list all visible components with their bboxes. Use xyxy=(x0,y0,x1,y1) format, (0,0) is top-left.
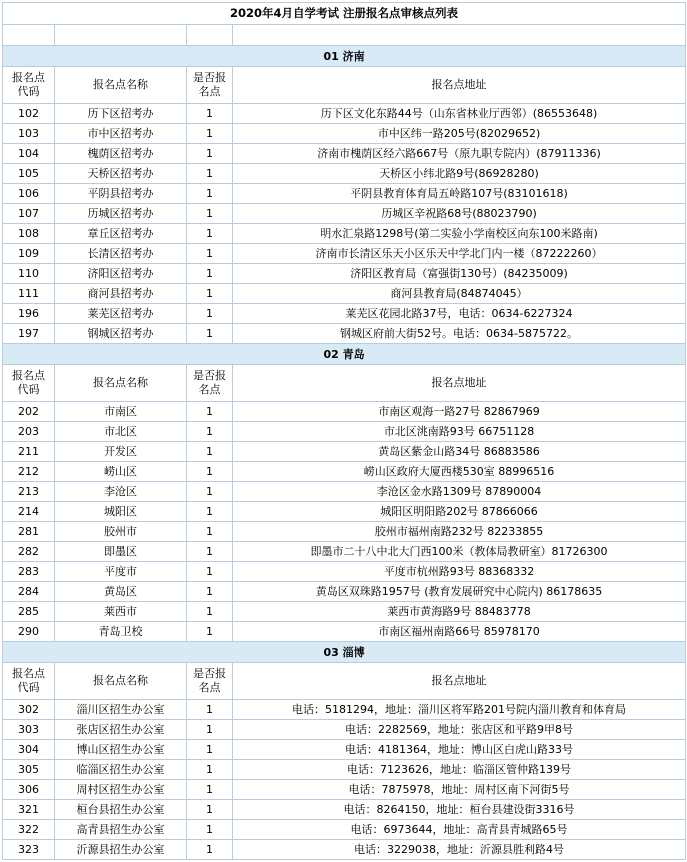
cell-name: 市北区 xyxy=(55,422,187,442)
table-row xyxy=(3,184,686,204)
cell-address: 济南市长清区乐天小区乐天中学北门内一楼（87222260） xyxy=(233,244,686,264)
cell-flag: 1 xyxy=(187,402,233,422)
cell-flag: 1 xyxy=(187,800,233,820)
table-row xyxy=(3,482,686,502)
cell-address: 历城区辛祝路68号(88023790) xyxy=(233,204,686,224)
table-row xyxy=(3,502,686,522)
cell-address: 电话：8264150，地址：桓台县建设街3316号 xyxy=(233,800,686,820)
cell-name: 槐荫区招考办 xyxy=(55,144,187,164)
cell-code: 111 xyxy=(3,284,55,304)
cell-code: 213 xyxy=(3,482,55,502)
cell-address: 济阳区教育局（富强街130号）(84235009) xyxy=(233,264,686,284)
cell-flag: 1 xyxy=(187,562,233,582)
cell-flag: 1 xyxy=(187,780,233,800)
cell-address: 莱芜区花园北路37号，电话：0634-6227324 xyxy=(233,304,686,324)
cell-name: 沂源县招生办公室 xyxy=(55,840,187,860)
header-flag: 是否报名点 xyxy=(187,663,233,700)
cell-code: 108 xyxy=(3,224,55,244)
cell-code: 107 xyxy=(3,204,55,224)
cell-flag: 1 xyxy=(187,760,233,780)
cell-code: 282 xyxy=(3,542,55,562)
table-row xyxy=(3,542,686,562)
cell-flag: 1 xyxy=(187,304,233,324)
table-row xyxy=(3,840,686,860)
blank-cell xyxy=(55,25,187,46)
cell-address: 钢城区府前大街52号。电话：0634-5875722。 xyxy=(233,324,686,344)
cell-address: 市南区观海一路27号 82867969 xyxy=(233,402,686,422)
cell-name: 李沧区 xyxy=(55,482,187,502)
cell-flag: 1 xyxy=(187,442,233,462)
cell-address: 即墨市二十八中北大门西100米（教体局教研室）81726300 xyxy=(233,542,686,562)
cell-address: 历下区文化东路44号（山东省林业厅西邻）(86553648) xyxy=(233,104,686,124)
table-row xyxy=(3,602,686,622)
cell-name: 钢城区招考办 xyxy=(55,324,187,344)
header-flag: 是否报名点 xyxy=(187,365,233,402)
cell-name: 胶州市 xyxy=(55,522,187,542)
header-code: 报名点代码 xyxy=(3,365,55,402)
table-row xyxy=(3,124,686,144)
header-row xyxy=(3,67,686,104)
cell-code: 110 xyxy=(3,264,55,284)
header-flag: 是否报名点 xyxy=(187,67,233,104)
cell-name: 章丘区招考办 xyxy=(55,224,187,244)
cell-code: 203 xyxy=(3,422,55,442)
cell-code: 202 xyxy=(3,402,55,422)
header-name: 报名点名称 xyxy=(55,67,187,104)
cell-address: 市南区福州南路66号 85978170 xyxy=(233,622,686,642)
cell-address: 电话：2282569，地址：张店区和平路9甲8号 xyxy=(233,720,686,740)
cell-flag: 1 xyxy=(187,462,233,482)
cell-flag: 1 xyxy=(187,204,233,224)
table-row xyxy=(3,324,686,344)
cell-flag: 1 xyxy=(187,104,233,124)
table-row xyxy=(3,462,686,482)
cell-flag: 1 xyxy=(187,522,233,542)
cell-flag: 1 xyxy=(187,482,233,502)
cell-name: 市中区招考办 xyxy=(55,124,187,144)
table-row xyxy=(3,264,686,284)
cell-address: 平阴县教育体育局五岭路107号(83101618) xyxy=(233,184,686,204)
header-row xyxy=(3,365,686,402)
section-row xyxy=(3,344,686,365)
cell-code: 322 xyxy=(3,820,55,840)
cell-code: 285 xyxy=(3,602,55,622)
table-row xyxy=(3,780,686,800)
table-row xyxy=(3,204,686,224)
cell-name: 临淄区招生办公室 xyxy=(55,760,187,780)
cell-name: 莱西市 xyxy=(55,602,187,622)
cell-flag: 1 xyxy=(187,184,233,204)
cell-code: 212 xyxy=(3,462,55,482)
cell-flag: 1 xyxy=(187,820,233,840)
cell-code: 197 xyxy=(3,324,55,344)
cell-code: 281 xyxy=(3,522,55,542)
cell-name: 历下区招考办 xyxy=(55,104,187,124)
cell-name: 天桥区招考办 xyxy=(55,164,187,184)
section-row xyxy=(3,642,686,663)
cell-name: 城阳区 xyxy=(55,502,187,522)
cell-address: 黄岛区紫金山路34号 86883586 xyxy=(233,442,686,462)
table-body xyxy=(3,3,686,860)
cell-name: 平度市 xyxy=(55,562,187,582)
section-title: 01 济南 xyxy=(3,46,686,67)
cell-flag: 1 xyxy=(187,542,233,562)
cell-name: 济阳区招考办 xyxy=(55,264,187,284)
cell-flag: 1 xyxy=(187,840,233,860)
table-row xyxy=(3,304,686,324)
cell-address: 天桥区小纬北路9号(86928280) xyxy=(233,164,686,184)
cell-address: 李沧区金水路1309号 87890004 xyxy=(233,482,686,502)
cell-address: 电话：3229038，地址：沂源县胜利路4号 xyxy=(233,840,686,860)
cell-code: 102 xyxy=(3,104,55,124)
table-row xyxy=(3,442,686,462)
table-row xyxy=(3,720,686,740)
blank-cell xyxy=(187,25,233,46)
cell-flag: 1 xyxy=(187,144,233,164)
cell-code: 321 xyxy=(3,800,55,820)
cell-name: 长清区招考办 xyxy=(55,244,187,264)
table-row xyxy=(3,582,686,602)
cell-address: 平度市杭州路93号 88368332 xyxy=(233,562,686,582)
section-title: 02 青岛 xyxy=(3,344,686,365)
blank-row xyxy=(3,25,686,46)
blank-cell xyxy=(3,25,55,46)
cell-name: 桓台县招生办公室 xyxy=(55,800,187,820)
blank-cell xyxy=(233,25,686,46)
table-row xyxy=(3,144,686,164)
table-row xyxy=(3,244,686,264)
table-row xyxy=(3,740,686,760)
table-row xyxy=(3,760,686,780)
cell-name: 张店区招生办公室 xyxy=(55,720,187,740)
cell-flag: 1 xyxy=(187,700,233,720)
cell-flag: 1 xyxy=(187,124,233,144)
cell-code: 305 xyxy=(3,760,55,780)
table-row xyxy=(3,104,686,124)
cell-address: 电话：6973644，地址：高青县青城路65号 xyxy=(233,820,686,840)
registration-points-sheet xyxy=(2,2,685,860)
header-address: 报名点地址 xyxy=(233,67,686,104)
cell-flag: 1 xyxy=(187,602,233,622)
cell-code: 103 xyxy=(3,124,55,144)
table-row xyxy=(3,224,686,244)
cell-code: 109 xyxy=(3,244,55,264)
table-row xyxy=(3,562,686,582)
cell-address: 莱西市黄海路9号 88483778 xyxy=(233,602,686,622)
cell-code: 211 xyxy=(3,442,55,462)
cell-code: 283 xyxy=(3,562,55,582)
cell-name: 商河县招考办 xyxy=(55,284,187,304)
cell-flag: 1 xyxy=(187,284,233,304)
cell-address: 电话：5181294，地址：淄川区将军路201号院内淄川教育和体育局 xyxy=(233,700,686,720)
table-row xyxy=(3,284,686,304)
cell-flag: 1 xyxy=(187,264,233,284)
sheet-title: 2020年4月自学考试 注册报名点审核点列表 xyxy=(3,3,686,25)
cell-flag: 1 xyxy=(187,224,233,244)
cell-name: 开发区 xyxy=(55,442,187,462)
cell-address: 市中区纬一路205号(82029652) xyxy=(233,124,686,144)
header-row xyxy=(3,663,686,700)
cell-code: 304 xyxy=(3,740,55,760)
cell-flag: 1 xyxy=(187,502,233,522)
table-row xyxy=(3,164,686,184)
cell-flag: 1 xyxy=(187,582,233,602)
section-row xyxy=(3,46,686,67)
cell-address: 济南市槐荫区经六路667号（原九职专院内）(87911336) xyxy=(233,144,686,164)
cell-address: 胶州市福州南路232号 82233855 xyxy=(233,522,686,542)
cell-address: 城阳区明阳路202号 87866066 xyxy=(233,502,686,522)
cell-address: 电话：7123626，地址：临淄区管仲路139号 xyxy=(233,760,686,780)
header-address: 报名点地址 xyxy=(233,663,686,700)
registration-points-table xyxy=(2,2,686,860)
table-row xyxy=(3,522,686,542)
cell-name: 平阴县招考办 xyxy=(55,184,187,204)
cell-flag: 1 xyxy=(187,740,233,760)
title-row xyxy=(3,3,686,25)
section-title: 03 淄博 xyxy=(3,642,686,663)
header-code: 报名点代码 xyxy=(3,67,55,104)
table-row xyxy=(3,820,686,840)
table-row xyxy=(3,422,686,442)
cell-name: 市南区 xyxy=(55,402,187,422)
cell-code: 104 xyxy=(3,144,55,164)
cell-code: 306 xyxy=(3,780,55,800)
cell-code: 290 xyxy=(3,622,55,642)
header-address: 报名点地址 xyxy=(233,365,686,402)
cell-code: 284 xyxy=(3,582,55,602)
cell-code: 303 xyxy=(3,720,55,740)
cell-flag: 1 xyxy=(187,244,233,264)
cell-flag: 1 xyxy=(187,324,233,344)
cell-name: 即墨区 xyxy=(55,542,187,562)
cell-address: 明水汇泉路1298号(第二实验小学南校区向东100米路南) xyxy=(233,224,686,244)
cell-address: 电话：7875978，地址：周村区南下河街5号 xyxy=(233,780,686,800)
header-name: 报名点名称 xyxy=(55,663,187,700)
cell-flag: 1 xyxy=(187,622,233,642)
cell-name: 崂山区 xyxy=(55,462,187,482)
header-code: 报名点代码 xyxy=(3,663,55,700)
cell-address: 崂山区政府大厦西楼530室 88996516 xyxy=(233,462,686,482)
cell-code: 214 xyxy=(3,502,55,522)
cell-name: 高青县招生办公室 xyxy=(55,820,187,840)
cell-address: 商河县教育局(84874045） xyxy=(233,284,686,304)
cell-code: 106 xyxy=(3,184,55,204)
cell-code: 196 xyxy=(3,304,55,324)
cell-name: 青岛卫校 xyxy=(55,622,187,642)
cell-address: 电话：4181364，地址：博山区白虎山路33号 xyxy=(233,740,686,760)
table-row xyxy=(3,402,686,422)
cell-name: 博山区招生办公室 xyxy=(55,740,187,760)
cell-address: 市北区洮南路93号 66751128 xyxy=(233,422,686,442)
cell-name: 历城区招考办 xyxy=(55,204,187,224)
cell-code: 302 xyxy=(3,700,55,720)
cell-code: 323 xyxy=(3,840,55,860)
table-row xyxy=(3,622,686,642)
cell-code: 105 xyxy=(3,164,55,184)
cell-name: 周村区招生办公室 xyxy=(55,780,187,800)
table-row xyxy=(3,700,686,720)
header-name: 报名点名称 xyxy=(55,365,187,402)
cell-flag: 1 xyxy=(187,422,233,442)
cell-flag: 1 xyxy=(187,164,233,184)
table-row xyxy=(3,800,686,820)
cell-address: 黄岛区双珠路1957号 (教育发展研究中心院内) 86178635 xyxy=(233,582,686,602)
cell-name: 淄川区招生办公室 xyxy=(55,700,187,720)
cell-name: 莱芜区招考办 xyxy=(55,304,187,324)
cell-name: 黄岛区 xyxy=(55,582,187,602)
cell-flag: 1 xyxy=(187,720,233,740)
